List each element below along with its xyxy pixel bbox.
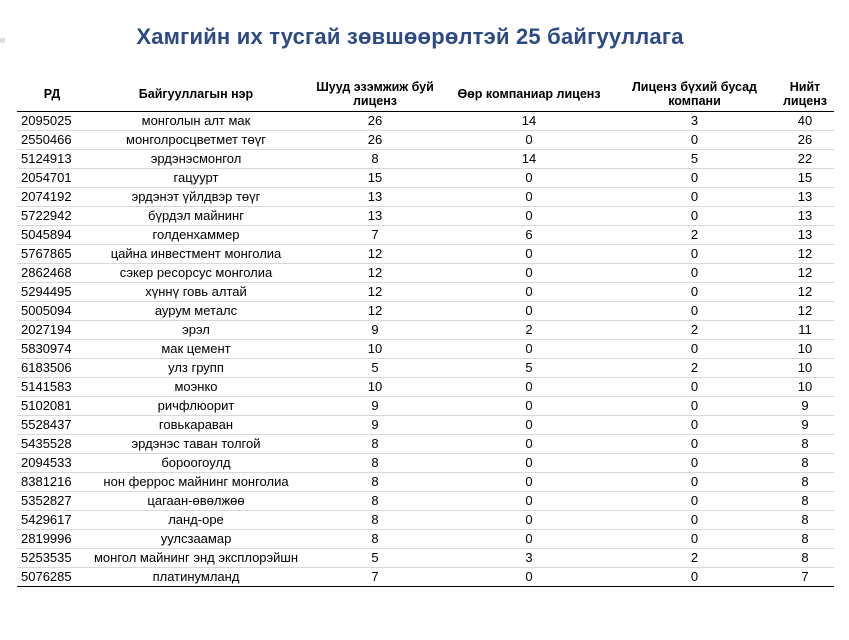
cell-direct: 9 bbox=[305, 321, 445, 340]
table-row bbox=[17, 150, 834, 169]
cell-direct: 8 bbox=[305, 150, 445, 169]
cell-company-name: эрдэнэс таван толгой bbox=[87, 435, 305, 454]
cell-license-other: 0 bbox=[613, 283, 776, 302]
table-row bbox=[17, 207, 834, 226]
cell-rd: 2094533 bbox=[17, 454, 87, 473]
cell-company-name: монгол майнинг энд эксплорэйшн bbox=[87, 549, 305, 568]
cell-rd: 8381216 bbox=[17, 473, 87, 492]
cell-license-other: 2 bbox=[613, 226, 776, 245]
table-row bbox=[17, 169, 834, 188]
cell-rd: 5352827 bbox=[17, 492, 87, 511]
cell-license-other: 0 bbox=[613, 378, 776, 397]
license-table-container bbox=[17, 77, 834, 587]
cell-other-company: 14 bbox=[445, 112, 613, 131]
cell-rd: 5076285 bbox=[17, 568, 87, 587]
cell-rd: 5102081 bbox=[17, 397, 87, 416]
cell-direct: 8 bbox=[305, 530, 445, 549]
cell-direct: 7 bbox=[305, 568, 445, 587]
cell-license-other: 0 bbox=[613, 492, 776, 511]
cell-rd: 5253535 bbox=[17, 549, 87, 568]
cell-company-name: эрэл bbox=[87, 321, 305, 340]
page-title: Хамгийн их тусгай зөвшөөрөлтэй 25 байгууллага bbox=[136, 24, 684, 49]
cell-direct: 15 bbox=[305, 169, 445, 188]
cell-license-other: 0 bbox=[613, 340, 776, 359]
cell-total: 12 bbox=[776, 283, 834, 302]
table-row bbox=[17, 340, 834, 359]
table-row bbox=[17, 283, 834, 302]
cell-rd: 5722942 bbox=[17, 207, 87, 226]
table-row bbox=[17, 378, 834, 397]
cell-license-other: 0 bbox=[613, 131, 776, 150]
cell-license-other: 0 bbox=[613, 245, 776, 264]
cell-other-company: 0 bbox=[445, 283, 613, 302]
table-row bbox=[17, 245, 834, 264]
cell-total: 8 bbox=[776, 549, 834, 568]
cell-other-company: 0 bbox=[445, 264, 613, 283]
cell-license-other: 0 bbox=[613, 169, 776, 188]
table-row bbox=[17, 321, 834, 340]
cell-direct: 7 bbox=[305, 226, 445, 245]
cell-other-company: 0 bbox=[445, 435, 613, 454]
cell-company-name: гацуурт bbox=[87, 169, 305, 188]
cell-other-company: 0 bbox=[445, 397, 613, 416]
cell-company-name: бороогоулд bbox=[87, 454, 305, 473]
cell-other-company: 0 bbox=[445, 511, 613, 530]
cell-other-company: 0 bbox=[445, 416, 613, 435]
table-row bbox=[17, 302, 834, 321]
cell-license-other: 5 bbox=[613, 150, 776, 169]
cell-rd: 5124913 bbox=[17, 150, 87, 169]
cell-company-name: монголын алт мак bbox=[87, 112, 305, 131]
cell-company-name: эрдэнэт үйлдвэр төүг bbox=[87, 188, 305, 207]
header-other-company: Өөр компаниар лиценз bbox=[445, 77, 613, 112]
table-row bbox=[17, 359, 834, 378]
cell-other-company: 0 bbox=[445, 207, 613, 226]
cell-company-name: голденхаммер bbox=[87, 226, 305, 245]
cell-company-name: аурум металс bbox=[87, 302, 305, 321]
cell-company-name: сэкер ресорсус монголиа bbox=[87, 264, 305, 283]
cell-other-company: 5 bbox=[445, 359, 613, 378]
cell-company-name: хүннү говь алтай bbox=[87, 283, 305, 302]
cell-other-company: 14 bbox=[445, 150, 613, 169]
table-row bbox=[17, 112, 834, 131]
cell-other-company: 0 bbox=[445, 378, 613, 397]
cell-other-company: 0 bbox=[445, 454, 613, 473]
table-row bbox=[17, 226, 834, 245]
table-row bbox=[17, 492, 834, 511]
cell-company-name: улз групп bbox=[87, 359, 305, 378]
header-name: Байгууллагын нэр bbox=[87, 77, 305, 112]
cell-license-other: 0 bbox=[613, 454, 776, 473]
cell-other-company: 0 bbox=[445, 169, 613, 188]
table-row bbox=[17, 131, 834, 150]
cell-direct: 12 bbox=[305, 283, 445, 302]
cell-total: 8 bbox=[776, 492, 834, 511]
cell-direct: 10 bbox=[305, 378, 445, 397]
cell-license-other: 0 bbox=[613, 207, 776, 226]
cell-rd: 2074192 bbox=[17, 188, 87, 207]
license-table bbox=[17, 77, 834, 587]
cell-company-name: ричфлюорит bbox=[87, 397, 305, 416]
cell-other-company: 0 bbox=[445, 131, 613, 150]
cell-other-company: 0 bbox=[445, 492, 613, 511]
cell-license-other: 0 bbox=[613, 530, 776, 549]
cell-license-other: 2 bbox=[613, 359, 776, 378]
table-row bbox=[17, 454, 834, 473]
cell-direct: 26 bbox=[305, 131, 445, 150]
cell-rd: 5830974 bbox=[17, 340, 87, 359]
cell-company-name: монголросцветмет төүг bbox=[87, 131, 305, 150]
cell-company-name: цайна инвестмент монголиа bbox=[87, 245, 305, 264]
cell-rd: 5045894 bbox=[17, 226, 87, 245]
cell-license-other: 0 bbox=[613, 511, 776, 530]
cell-total: 26 bbox=[776, 131, 834, 150]
cell-total: 8 bbox=[776, 435, 834, 454]
cell-direct: 9 bbox=[305, 397, 445, 416]
table-row bbox=[17, 188, 834, 207]
header-license-other: Лиценз бүхий бусад компани bbox=[613, 77, 776, 112]
cell-other-company: 3 bbox=[445, 549, 613, 568]
table-header bbox=[17, 77, 834, 112]
cell-total: 7 bbox=[776, 568, 834, 587]
cell-direct: 8 bbox=[305, 511, 445, 530]
header-rd: РД bbox=[17, 77, 87, 112]
cell-license-other: 2 bbox=[613, 549, 776, 568]
cell-other-company: 0 bbox=[445, 340, 613, 359]
cell-rd: 2550466 bbox=[17, 131, 87, 150]
cell-other-company: 0 bbox=[445, 245, 613, 264]
cell-total: 10 bbox=[776, 359, 834, 378]
header-direct: Шууд эзэмжиж буй лиценз bbox=[305, 77, 445, 112]
cell-direct: 10 bbox=[305, 340, 445, 359]
cell-company-name: мак цемент bbox=[87, 340, 305, 359]
cell-license-other: 0 bbox=[613, 416, 776, 435]
cell-direct: 13 bbox=[305, 188, 445, 207]
table-row bbox=[17, 549, 834, 568]
cell-total: 10 bbox=[776, 378, 834, 397]
table-body bbox=[17, 112, 834, 587]
cell-rd: 5294495 bbox=[17, 283, 87, 302]
cell-company-name: говькараван bbox=[87, 416, 305, 435]
cell-rd: 2027194 bbox=[17, 321, 87, 340]
cell-total: 12 bbox=[776, 245, 834, 264]
cell-total: 15 bbox=[776, 169, 834, 188]
cell-company-name: уулсзаамар bbox=[87, 530, 305, 549]
table-row bbox=[17, 397, 834, 416]
table-row bbox=[17, 435, 834, 454]
cell-license-other: 0 bbox=[613, 435, 776, 454]
cell-direct: 12 bbox=[305, 245, 445, 264]
cell-total: 13 bbox=[776, 226, 834, 245]
cell-total: 40 bbox=[776, 112, 834, 131]
cell-direct: 12 bbox=[305, 264, 445, 283]
cell-total: 11 bbox=[776, 321, 834, 340]
cell-license-other: 0 bbox=[613, 473, 776, 492]
cell-other-company: 6 bbox=[445, 226, 613, 245]
cell-rd: 2054701 bbox=[17, 169, 87, 188]
cell-direct: 5 bbox=[305, 549, 445, 568]
cell-direct: 8 bbox=[305, 435, 445, 454]
cell-direct: 26 bbox=[305, 112, 445, 131]
cell-direct: 8 bbox=[305, 473, 445, 492]
cell-rd: 2095025 bbox=[17, 112, 87, 131]
cell-total: 8 bbox=[776, 511, 834, 530]
cell-license-other: 3 bbox=[613, 112, 776, 131]
cell-total: 13 bbox=[776, 207, 834, 226]
cell-other-company: 2 bbox=[445, 321, 613, 340]
cell-total: 10 bbox=[776, 340, 834, 359]
header-total: Нийт лиценз bbox=[776, 77, 834, 112]
cell-rd: 5528437 bbox=[17, 416, 87, 435]
table-row bbox=[17, 568, 834, 587]
cell-rd: 2819996 bbox=[17, 530, 87, 549]
cell-license-other: 0 bbox=[613, 397, 776, 416]
cell-other-company: 0 bbox=[445, 473, 613, 492]
cell-other-company: 0 bbox=[445, 530, 613, 549]
cell-company-name: бүрдэл майнинг bbox=[87, 207, 305, 226]
cell-license-other: 0 bbox=[613, 264, 776, 283]
cell-company-name: эрдэнэсмонгол bbox=[87, 150, 305, 169]
cell-total: 8 bbox=[776, 473, 834, 492]
cell-total: 9 bbox=[776, 397, 834, 416]
table-row bbox=[17, 416, 834, 435]
cell-direct: 8 bbox=[305, 492, 445, 511]
cell-rd: 6183506 bbox=[17, 359, 87, 378]
table-row bbox=[17, 511, 834, 530]
cell-direct: 5 bbox=[305, 359, 445, 378]
table-row bbox=[17, 473, 834, 492]
cell-license-other: 2 bbox=[613, 321, 776, 340]
cell-company-name: ланд-оре bbox=[87, 511, 305, 530]
cell-rd: 5429617 bbox=[17, 511, 87, 530]
cell-other-company: 0 bbox=[445, 568, 613, 587]
cell-rd: 2862468 bbox=[17, 264, 87, 283]
cell-total: 12 bbox=[776, 302, 834, 321]
cell-direct: 9 bbox=[305, 416, 445, 435]
cell-license-other: 0 bbox=[613, 188, 776, 207]
cell-company-name: цагаан-өвөлжөө bbox=[87, 492, 305, 511]
cell-rd: 5005094 bbox=[17, 302, 87, 321]
cell-company-name: нон феррос майнинг монголиа bbox=[87, 473, 305, 492]
cell-license-other: 0 bbox=[613, 568, 776, 587]
cell-rd: 5435528 bbox=[17, 435, 87, 454]
cell-total: 22 bbox=[776, 150, 834, 169]
cell-total: 9 bbox=[776, 416, 834, 435]
cell-direct: 13 bbox=[305, 207, 445, 226]
cell-total: 13 bbox=[776, 188, 834, 207]
table-row bbox=[17, 530, 834, 549]
cell-rd: 5141583 bbox=[17, 378, 87, 397]
cell-direct: 12 bbox=[305, 302, 445, 321]
cell-company-name: платинумланд bbox=[87, 568, 305, 587]
cell-total: 12 bbox=[776, 264, 834, 283]
header-row bbox=[17, 77, 834, 112]
cell-direct: 8 bbox=[305, 454, 445, 473]
cell-total: 8 bbox=[776, 530, 834, 549]
cell-other-company: 0 bbox=[445, 188, 613, 207]
cell-other-company: 0 bbox=[445, 302, 613, 321]
table-row bbox=[17, 264, 834, 283]
cell-license-other: 0 bbox=[613, 302, 776, 321]
cell-rd: 5767865 bbox=[17, 245, 87, 264]
cell-company-name: моэнко bbox=[87, 378, 305, 397]
corner-mark: ® bbox=[0, 38, 6, 45]
cell-total: 8 bbox=[776, 454, 834, 473]
